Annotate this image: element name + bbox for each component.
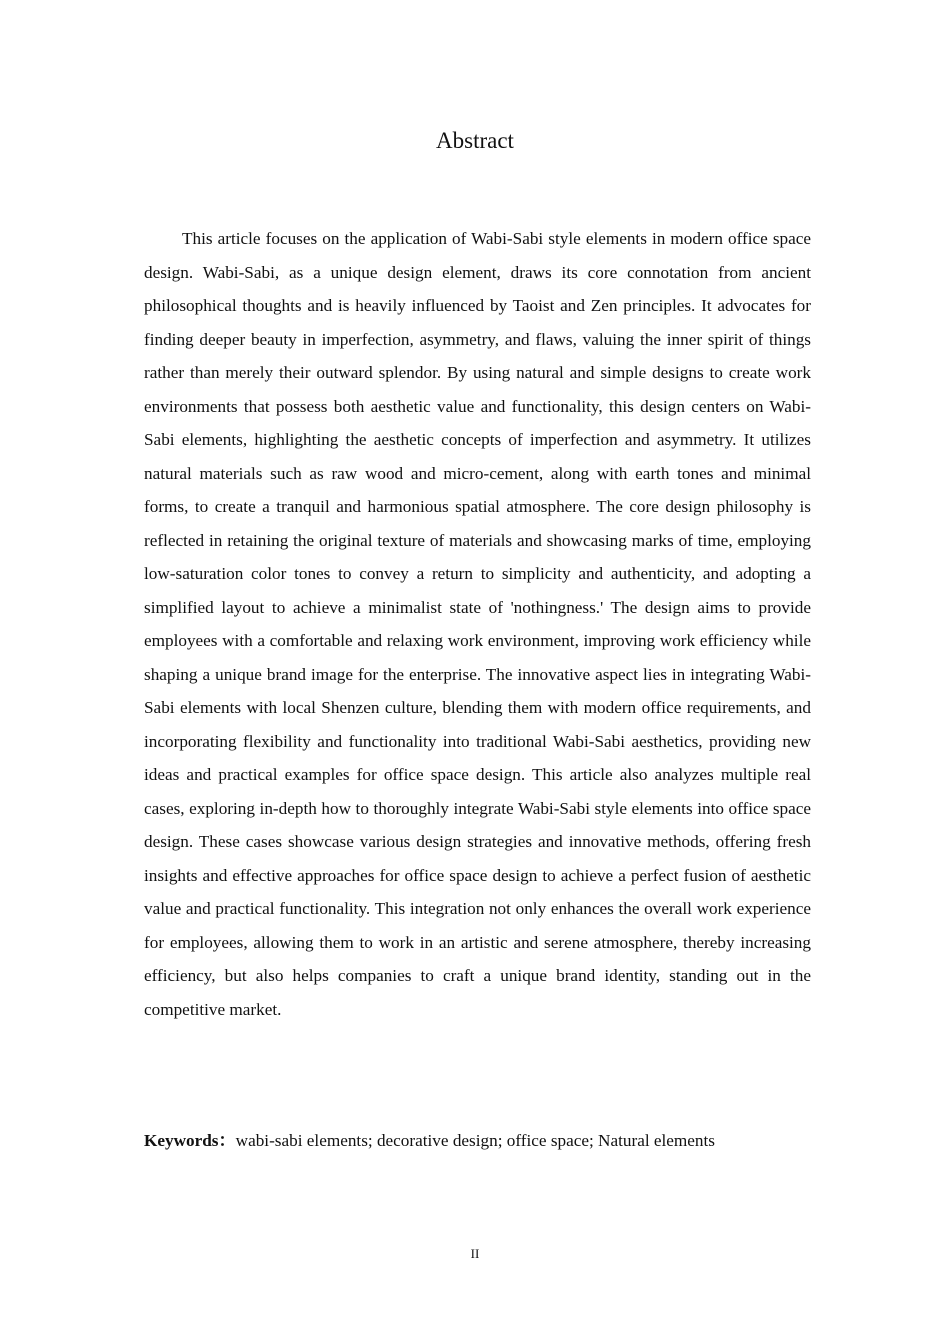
abstract-paragraph: This article focuses on the application of Wabi-Sabi style elements in modern office space design. Wabi-Sabi, as a unique design element, draws its core connotation from ancient philosophical thoughts and is heavily influenced by Taoist and Zen principles. It advocates for finding deeper beauty in imperfection, asymmetry, and flaws, valuing the inner spirit of things rather than merely their outward splendor. By using natural and simple designs to create work environments that possess both aesthetic value and functionality, this design centers on Wabi-Sabi elements, highlighting the aesthetic concepts of imperfection and asymmetry. It utilizes natural materials such as raw wood and micro-cement, along with earth tones and minimal forms, to create a tranquil and harmonious spatial atmosphere. The core design philosophy is reflected in retaining the original texture of materials and showcasing marks of time, employing low-saturation color tones to convey a return to simplicity and authenticity, and adopting a simplified layout to achieve a minimalist state of 'nothingness.' The design aims to provide employees with a comfortable and relaxing work environment, improving work efficiency while shaping a unique brand image for the enterprise. The innovative aspect lies in integrating Wabi-Sabi elements with local Shenzen culture, blending them with modern office requirements, and incorporating flexibility and functionality into traditional Wabi-Sabi aesthetics, providing new ideas and practical examples for office space design. This article also analyzes multiple real cases, exploring in-depth how to thoroughly integrate Wabi-Sabi style elements into office space design. These cases showcase various design strategies and innovative methods, offering fresh insights and effective approaches for office space design to achieve a perfect fusion of aesthetic value and practical functionality. This integration not only enhances the overall work experience for employees, allowing them to work in an artistic and serene atmosphere, thereby increasing efficiency, but also helps companies to craft a unique brand identity, standing out in the competitive market.: [144, 229, 811, 1019]
keywords-text: wabi-sabi elements; decorative design; office space; Natural elements: [235, 1131, 715, 1150]
page-title: Abstract: [436, 128, 514, 153]
page-number: II: [470, 1246, 480, 1261]
keywords-line: [144, 1124, 824, 1157]
keywords-label: Keywords：: [144, 1131, 236, 1150]
